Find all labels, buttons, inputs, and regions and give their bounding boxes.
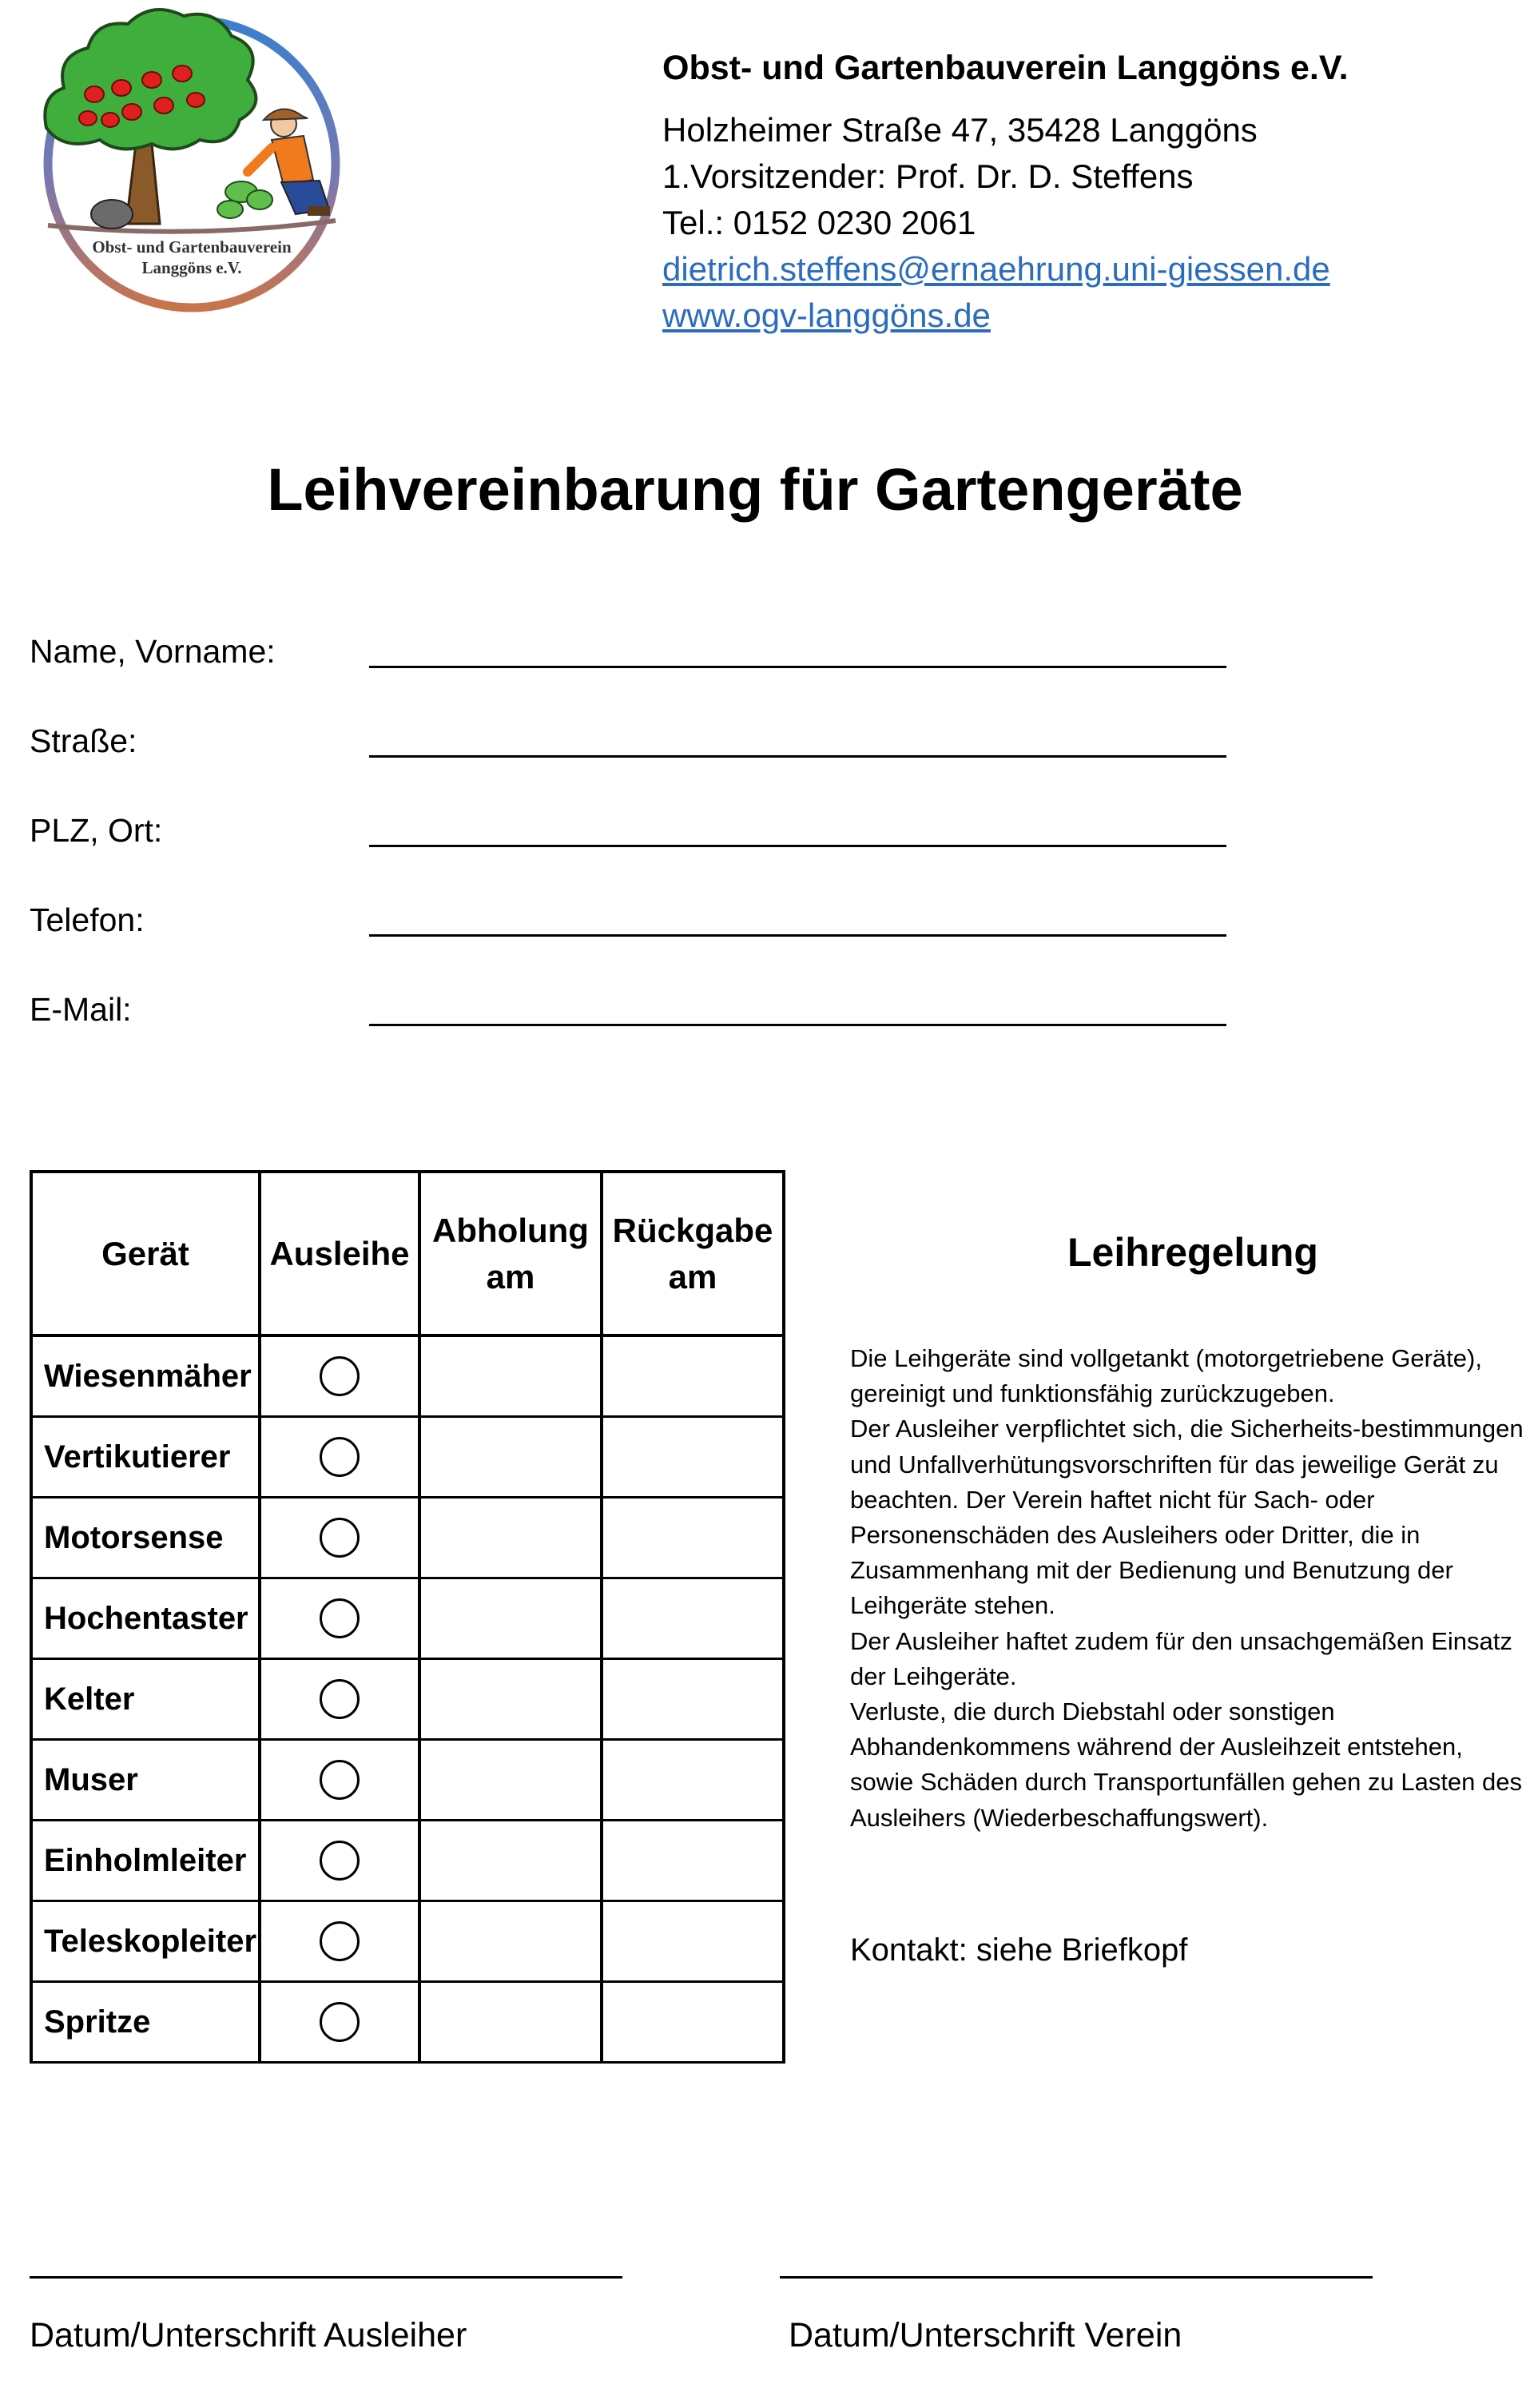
table-row xyxy=(31,1498,784,1578)
club-signature-label: Datum/Unterschrift Verein xyxy=(789,2316,1182,2354)
loan-cell xyxy=(260,1821,419,1901)
rules-paragraph: Der Ausleiher verpflichtet sich, die Sicherheits-bestimmungen und Unfallverhütungsvorschriften für das jeweilige Gerät zu beachten. Der Verein haftet nicht für Sach- oder Personenschäden des Ausleihers oder Dritter, die in Zusammenhang mit der Bedienung und Benutzung der Leihgeräte stehen. xyxy=(850,1415,1524,1620)
loan-radio[interactable] xyxy=(320,1841,360,1881)
table-row xyxy=(31,1901,784,1982)
loan-radio[interactable] xyxy=(320,1921,360,1961)
device-name: Wiesenmäher xyxy=(31,1335,260,1417)
header-pickup xyxy=(419,1172,602,1335)
table-row xyxy=(31,1821,784,1901)
org-email-link[interactable]: dietrich.steffens@ernaehrung.uni-giessen.de xyxy=(662,250,1330,288)
loan-cell xyxy=(260,1982,419,2063)
rules-text xyxy=(850,1341,1529,1836)
logo-ground-arc xyxy=(48,221,336,232)
header-device: Gerät xyxy=(31,1172,260,1335)
header-loan: Ausleihe xyxy=(260,1172,419,1335)
pickup-date-cell[interactable] xyxy=(419,1821,602,1901)
loan-cell xyxy=(260,1901,419,1982)
return-date-cell[interactable] xyxy=(602,1498,784,1578)
borrower-signature-line[interactable] xyxy=(30,2276,622,2279)
name-field[interactable] xyxy=(369,666,1226,668)
header-return-line1: Rückgabe xyxy=(612,1211,773,1249)
header-return-line2: am xyxy=(668,1257,717,1296)
name-label: Name, Vorname: xyxy=(30,633,276,670)
pickup-date-cell[interactable] xyxy=(419,1335,602,1417)
header-pickup-line2: am xyxy=(486,1257,535,1296)
loan-radio[interactable] xyxy=(320,1518,360,1558)
logo-text-line1: Obst- und Gartenbauverein xyxy=(92,237,292,257)
phone-field[interactable] xyxy=(369,934,1226,937)
device-name: Kelter xyxy=(31,1659,260,1740)
device-name: Einholmleiter xyxy=(31,1821,260,1901)
table-row xyxy=(31,1335,784,1417)
return-date-cell[interactable] xyxy=(602,1417,784,1498)
device-name: Spritze xyxy=(31,1982,260,2063)
pickup-date-cell[interactable] xyxy=(419,1740,602,1821)
device-name: Teleskopleiter xyxy=(31,1901,260,1982)
return-date-cell[interactable] xyxy=(602,1659,784,1740)
pickup-date-cell[interactable] xyxy=(419,1659,602,1740)
loan-cell xyxy=(260,1417,419,1498)
header-pickup-line1: Abholung xyxy=(432,1211,589,1249)
loan-radio[interactable] xyxy=(320,1760,360,1800)
pickup-date-cell[interactable] xyxy=(419,1417,602,1498)
table-row xyxy=(31,1659,784,1740)
pickup-date-cell[interactable] xyxy=(419,1498,602,1578)
club-signature-line[interactable] xyxy=(780,2276,1373,2279)
org-address: Holzheimer Straße 47, 35428 Langgöns xyxy=(662,111,1258,149)
org-website-link[interactable]: www.ogv-langgöns.de xyxy=(662,297,991,334)
device-name: Vertikutierer xyxy=(31,1417,260,1498)
org-name: Obst- und Gartenbauverein Langgöns e.V. xyxy=(662,49,1349,87)
table-header-row xyxy=(31,1172,784,1335)
device-name: Muser xyxy=(31,1740,260,1821)
rules-title: Leihregelung xyxy=(1067,1230,1318,1275)
page-title: Leihvereinbarung für Gartengeräte xyxy=(267,456,1243,523)
loan-table xyxy=(30,1170,785,2064)
logo-text-line2: Langgöns e.V. xyxy=(141,258,242,277)
header-return xyxy=(602,1172,784,1335)
loan-radio[interactable] xyxy=(320,1679,360,1719)
hedgehog xyxy=(91,200,133,229)
email-field[interactable] xyxy=(369,1024,1226,1026)
contact-note: Kontakt: siehe Briefkopf xyxy=(850,1932,1188,1968)
return-date-cell[interactable] xyxy=(602,1982,784,2063)
table-row xyxy=(31,1578,784,1659)
loan-cell xyxy=(260,1578,419,1659)
loan-radio[interactable] xyxy=(320,2002,360,2042)
org-chair: 1.Vorsitzender: Prof. Dr. D. Steffens xyxy=(662,157,1194,195)
loan-cell xyxy=(260,1740,419,1821)
return-date-cell[interactable] xyxy=(602,1740,784,1821)
city-field[interactable] xyxy=(369,845,1226,847)
loan-radio[interactable] xyxy=(320,1356,360,1396)
city-label: PLZ, Ort: xyxy=(30,812,163,849)
return-date-cell[interactable] xyxy=(602,1335,784,1417)
email-label: E-Mail: xyxy=(30,991,132,1028)
pickup-date-cell[interactable] xyxy=(419,1982,602,2063)
return-date-cell[interactable] xyxy=(602,1901,784,1982)
loan-radio[interactable] xyxy=(320,1437,360,1477)
loan-cell xyxy=(260,1498,419,1578)
phone-label: Telefon: xyxy=(30,902,145,938)
table-row xyxy=(31,1417,784,1498)
loan-cell xyxy=(260,1335,419,1417)
table-row xyxy=(31,1982,784,2063)
plant xyxy=(217,181,272,218)
pickup-date-cell[interactable] xyxy=(419,1578,602,1659)
table-row xyxy=(31,1740,784,1821)
return-date-cell[interactable] xyxy=(602,1578,784,1659)
street-field[interactable] xyxy=(369,755,1226,758)
rules-paragraph: Der Ausleiher haftet zudem für den unsachgemäßen Einsatz der Leihgeräte. xyxy=(850,1626,1512,1690)
club-logo xyxy=(32,0,352,320)
device-name: Hochentaster xyxy=(31,1578,260,1659)
borrower-signature-label: Datum/Unterschrift Ausleiher xyxy=(30,2316,467,2354)
loan-cell xyxy=(260,1659,419,1740)
device-name: Motorsense xyxy=(31,1498,260,1578)
rules-paragraph: Verluste, die durch Diebstahl oder sonstigen Abhandenkommens während der Ausleihzeit entstehen, sowie Schäden durch Transportunfällen gehen zu Lasten des Ausleihers (Wiederbeschaffungswert). xyxy=(850,1698,1523,1832)
return-date-cell[interactable] xyxy=(602,1821,784,1901)
street-label: Straße: xyxy=(30,722,137,759)
rules-paragraph: Die Leihgeräte sind vollgetankt (motorgetriebene Geräte), gereinigt und funktionsfähig zurückzugeben. xyxy=(850,1344,1482,1408)
loan-radio[interactable] xyxy=(320,1598,360,1638)
pickup-date-cell[interactable] xyxy=(419,1901,602,1982)
org-phone: Tel.: 0152 0230 2061 xyxy=(662,204,976,241)
